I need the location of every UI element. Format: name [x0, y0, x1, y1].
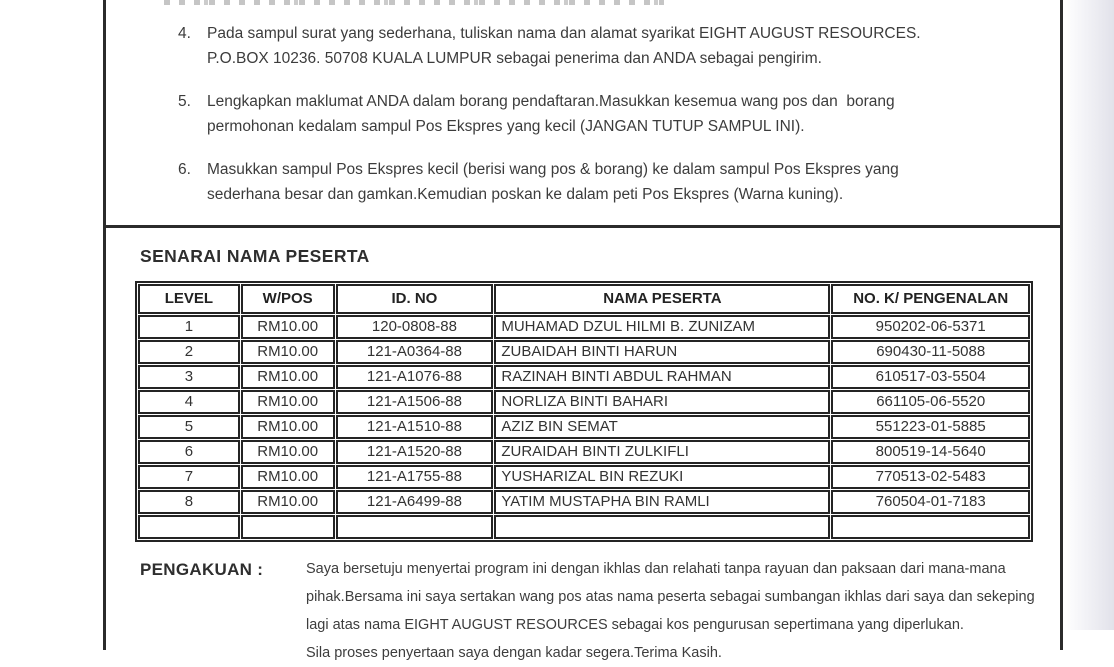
table-row-empty [138, 515, 1030, 539]
instruction-line: Masukkan sampul Pos Ekspres kecil (berisi wang pos & borang) ke dalam sampul Pos Ekspres yang [207, 161, 899, 178]
participants-section [106, 228, 1060, 542]
table-row [138, 390, 1030, 414]
cell-ic: 610517-03-5504 [831, 365, 1030, 389]
scan-edge-shadow [1064, 0, 1114, 630]
cell-idno: 121-A1520-88 [336, 440, 494, 464]
declaration-line: Saya bersetuju menyertai program ini dengan ikhlas dan relahati tanpa rayuan dan paksaan dari mana-mana [306, 561, 1006, 577]
cell-name: YUSHARIZAL BIN REZUKI [494, 465, 830, 489]
col-header-idno: ID. NO [336, 284, 494, 314]
cell-level: 3 [138, 365, 240, 389]
cell-idno [336, 515, 494, 539]
participants-title: SENARAI NAMA PESERTA [140, 246, 370, 266]
col-header-no-pengenalan: NO. K/ PENGENALAN [831, 284, 1030, 314]
col-header-level: LEVEL [138, 284, 240, 314]
cell-idno: 120-0808-88 [336, 315, 494, 339]
cell-ic: 661105-06-5520 [831, 390, 1030, 414]
cell-name [494, 515, 830, 539]
cell-name: YATIM MUSTAPHA BIN RAMLI [494, 490, 830, 514]
cell-wpos: RM10.00 [241, 415, 335, 439]
cell-name: ZURAIDAH BINTI ZULKIFLI [494, 440, 830, 464]
instruction-text [207, 89, 895, 139]
cell-idno: 121-A6499-88 [336, 490, 494, 514]
table-row [138, 440, 1030, 464]
col-header-wpos: W/POS [241, 284, 335, 314]
declaration-text [306, 555, 1048, 667]
cell-ic: 770513-02-5483 [831, 465, 1030, 489]
instruction-text [207, 21, 921, 71]
cell-level: 7 [138, 465, 240, 489]
cell-idno: 121-A1755-88 [336, 465, 494, 489]
cell-idno: 121-A1076-88 [336, 365, 494, 389]
cell-ic: 690430-11-5088 [831, 340, 1030, 364]
instruction-text [207, 157, 899, 207]
cell-idno: 121-A1510-88 [336, 415, 494, 439]
instruction-line: P.O.BOX 10236. 50708 KUALA LUMPUR sebagai penerima dan ANDA sebagai pengirim. [207, 50, 822, 67]
cell-name: ZUBAIDAH BINTI HARUN [494, 340, 830, 364]
table-row [138, 365, 1030, 389]
cell-name: MUHAMAD DZUL HILMI B. ZUNIZAM [494, 315, 830, 339]
cell-wpos [241, 515, 335, 539]
cell-ic: 950202-06-5371 [831, 315, 1030, 339]
table-row [138, 315, 1030, 339]
table-row [138, 465, 1030, 489]
instruction-item-6 [106, 157, 1060, 207]
cell-ic: 800519-14-5640 [831, 440, 1030, 464]
cell-idno: 121-A1506-88 [336, 390, 494, 414]
instruction-number: 5. [178, 93, 191, 110]
instruction-item-5 [106, 89, 1060, 139]
declaration-line: Sila proses penyertaan saya dengan kadar segera.Terima Kasih. [306, 645, 722, 661]
cell-level: 4 [138, 390, 240, 414]
table-row [138, 415, 1030, 439]
cell-wpos: RM10.00 [241, 465, 335, 489]
cell-level: 2 [138, 340, 240, 364]
declaration-line: lagi atas nama EIGHT AUGUST RESOURCES sebagai kos pengurusan sepertimana yang diperlukan. [306, 617, 964, 633]
cell-ic: 551223-01-5885 [831, 415, 1030, 439]
instruction-item-4 [106, 21, 1060, 71]
instruction-line: sederhana besar dan gamkan.Kemudian poskan ke dalam peti Pos Ekspres (Warna kuning). [207, 186, 844, 203]
cell-level: 8 [138, 490, 240, 514]
instruction-number: 4. [178, 25, 191, 42]
instruction-number: 6. [178, 161, 191, 178]
table-row [138, 490, 1030, 514]
cell-idno: 121-A0364-88 [336, 340, 494, 364]
cell-level: 1 [138, 315, 240, 339]
cell-ic [831, 515, 1030, 539]
declaration-label: PENGAKUAN : [140, 560, 264, 579]
cell-wpos: RM10.00 [241, 315, 335, 339]
cell-wpos: RM10.00 [241, 340, 335, 364]
instruction-line: Pada sampul surat yang sederhana, tuliskan nama dan alamat syarikat EIGHT AUGUST RESOURCES. [207, 25, 921, 42]
cell-name: RAZINAH BINTI ABDUL RAHMAN [494, 365, 830, 389]
instruction-line: permohonan kedalam sampul Pos Ekspres yang kecil (JANGAN TUTUP SAMPUL INI). [207, 118, 805, 135]
cell-wpos: RM10.00 [241, 440, 335, 464]
cell-wpos: RM10.00 [241, 390, 335, 414]
participants-table [135, 281, 1033, 542]
cell-level: 5 [138, 415, 240, 439]
cell-wpos: RM10.00 [241, 365, 335, 389]
cell-level [138, 515, 240, 539]
instructions-list [106, 0, 1060, 207]
instruction-line: Lengkapkan maklumat ANDA dalam borang pendaftaran.Masukkan kesemua wang pos dan borang [207, 93, 895, 110]
cell-wpos: RM10.00 [241, 490, 335, 514]
col-header-nama-peserta: NAMA PESERTA [494, 284, 830, 314]
cell-name: AZIZ BIN SEMAT [494, 415, 830, 439]
cell-name: NORLIZA BINTI BAHARI [494, 390, 830, 414]
table-header-row [138, 284, 1030, 314]
declaration-section [106, 542, 1060, 667]
cell-level: 6 [138, 440, 240, 464]
declaration-line: pihak.Bersama ini saya sertakan wang pos atas nama peserta sebagai sumbangan ikhlas dari saya dan sekeping [306, 589, 1035, 605]
cell-ic: 760504-01-7183 [831, 490, 1030, 514]
document-frame [103, 0, 1063, 661]
cutoff-text-remnant [164, 0, 664, 5]
table-row [138, 340, 1030, 364]
